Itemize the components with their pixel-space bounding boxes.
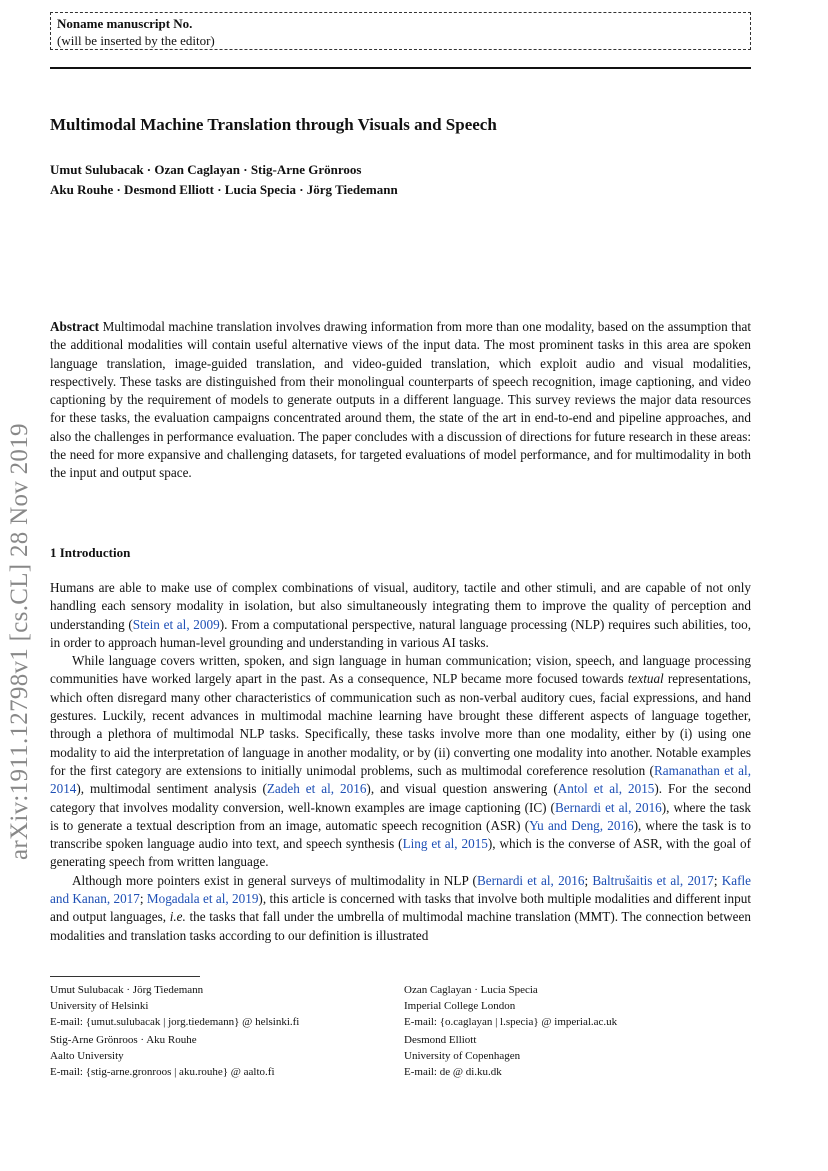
affiliation-imperial: Ozan Caglayan · Lucia Specia Imperial College London E-mail: {o.caglayan | l.specia} @ imperial.ac.uk bbox=[404, 984, 618, 1028]
paragraph-2: While language covers written, spoken, and sign language in human communication; vision, speech, and language processing communities have worked largely apart in the past. As a consequence, NLP became more focused towards textual representations, which often disregard many other characteristics of communication such as non-verbal auditory cues, facial expressions, and hand gestures. Luckily, recent advances in multimodal machine learning have brought these different aspects of language together, through a plethora of multimodal NLP tasks. Specifically, these tasks involve more than one modality, either by (i) using one modality to aid the interpretation of language in another modality, or by (ii) converting one modality into another. Notable examples for the first category are extensions to initially unimodal problems, such as multimodal coreference resolution (Ramanathan et al, 2014), multimodal sentiment analysis (Zadeh et al, 2016), and visual question answering (Antol et al, 2015). For the second category that involves modality conversion, well-known examples are image captioning (IC) (Bernardi et al, 2016), where the task is to generate a textual description from an image, automatic speech recognition (ASR) (Yu and Deng, 2016), where the task is to transcribe spoken language audio into text, and speech synthesis (Ling et al, 2015), which is the converse of ASR, with the goal of generating speech from written language. bbox=[50, 653, 752, 870]
arxiv-stamp: arXiv:1911.12798v1 [cs.CL] 28 Nov 2019 bbox=[6, 423, 33, 860]
affiliation-copenhagen: Desmond Elliott University of Copenhagen E-mail: de @ di.ku.dk bbox=[404, 1034, 521, 1078]
citation-link[interactable]: Ramanathan et al, 2014 bbox=[50, 762, 751, 797]
citation-link[interactable]: Bernardi et al, 2016 bbox=[476, 872, 585, 888]
author-line-1: Umut Sulubacak · Ozan Caglayan · Stig-Arne Grönroos bbox=[50, 162, 362, 177]
body-text bbox=[50, 579, 751, 945]
affiliation-aalto: Stig-Arne Grönroos · Aku Rouhe Aalto University E-mail: {stig-arne.gronroos | aku.rouhe} @ aalto.fi bbox=[50, 1034, 275, 1078]
citation-link[interactable]: Stein et al, 2009 bbox=[132, 616, 220, 632]
citation-link[interactable]: Bernardi et al, 2016 bbox=[554, 799, 662, 815]
abstract-text: Multimodal machine translation involves drawing information from more than one modality, based on the assumption that the additional modalities will contain useful alternative views of the input data. The most prominent tasks in this area are spoken language translation, image-guided translation, and video-guided translation, which exploit audio and visual modalities, respectively. These tasks are distinguished from their monolingual counterparts of speech recognition, image captioning, and video captioning by the requirement of models to generate outputs in a different language. This survey reviews the major data resources for these tasks, the evaluation campaigns concentrated around them, the state of the art in end-to-end and pipeline approaches, and also the challenges in performance evaluation. The paper concludes with a discussion of directions for future research in these areas: the need for more expansive and challenging datasets, for targeted evaluations of model performance, and for multimodality in both the input and output space. bbox=[50, 319, 752, 481]
header-rule bbox=[50, 67, 751, 69]
author-line-2: Aku Rouhe · Desmond Elliott · Lucia Specia · Jörg Tiedemann bbox=[50, 182, 398, 197]
editor-note-box bbox=[50, 12, 751, 50]
abstract bbox=[50, 318, 751, 483]
citation-link[interactable]: Antol et al, 2015 bbox=[557, 781, 655, 797]
citation-link[interactable]: Kafle and Kanan, 2017 bbox=[50, 872, 752, 907]
author-list bbox=[50, 160, 398, 200]
abstract-label: Abstract bbox=[50, 319, 100, 334]
paragraph-3: Although more pointers exist in general surveys of multimodality in NLP (Bernardi et al, 2016; Baltrušaitis et al, 2017; Kafle and Kanan, 2017; Mogadala et al, 2019), this article is concerned with tasks that involve both multiple modalities and different input and output languages, i.e. the tasks that fall under the umbrella of multimodal machine translation (MMT). The connection between modalities and translation tasks according to our definition is illustrated bbox=[50, 872, 752, 943]
section-heading: 1 Introduction bbox=[50, 545, 131, 560]
footnote-rule bbox=[50, 976, 200, 977]
citation-link[interactable]: Yu and Deng, 2016 bbox=[529, 817, 634, 833]
paper-title: Multimodal Machine Translation through Visuals and Speech bbox=[50, 115, 497, 134]
citation-link[interactable]: Baltrušaitis et al, 2017 bbox=[592, 872, 714, 888]
citation-link[interactable]: Zadeh et al, 2016 bbox=[266, 781, 367, 797]
manuscript-label: Noname manuscript No. bbox=[57, 16, 193, 31]
citation-link[interactable]: Mogadala et al, 2019 bbox=[146, 891, 259, 907]
affiliation-helsinki: Umut Sulubacak · Jörg Tiedemann University of Helsinki E-mail: {umut.sulubacak | jorg.tiedemann} @ helsinki.fi bbox=[50, 984, 300, 1028]
citation-link[interactable]: Ling et al, 2015 bbox=[402, 836, 488, 852]
editor-note: (will be inserted by the editor) bbox=[57, 33, 215, 48]
paragraph-1: Humans are able to make use of complex combinations of visual, auditory, tactile and other stimuli, and are capable of not only handling each sensory modality in isolation, but also simultaneously integrating them to improve the quality of perception and understanding (Stein et al, 2009). From a computational perspective, natural language processing (NLP) requires such abilities, too, in order to approach human-level grounding and understanding in various AI tasks. bbox=[50, 580, 751, 650]
